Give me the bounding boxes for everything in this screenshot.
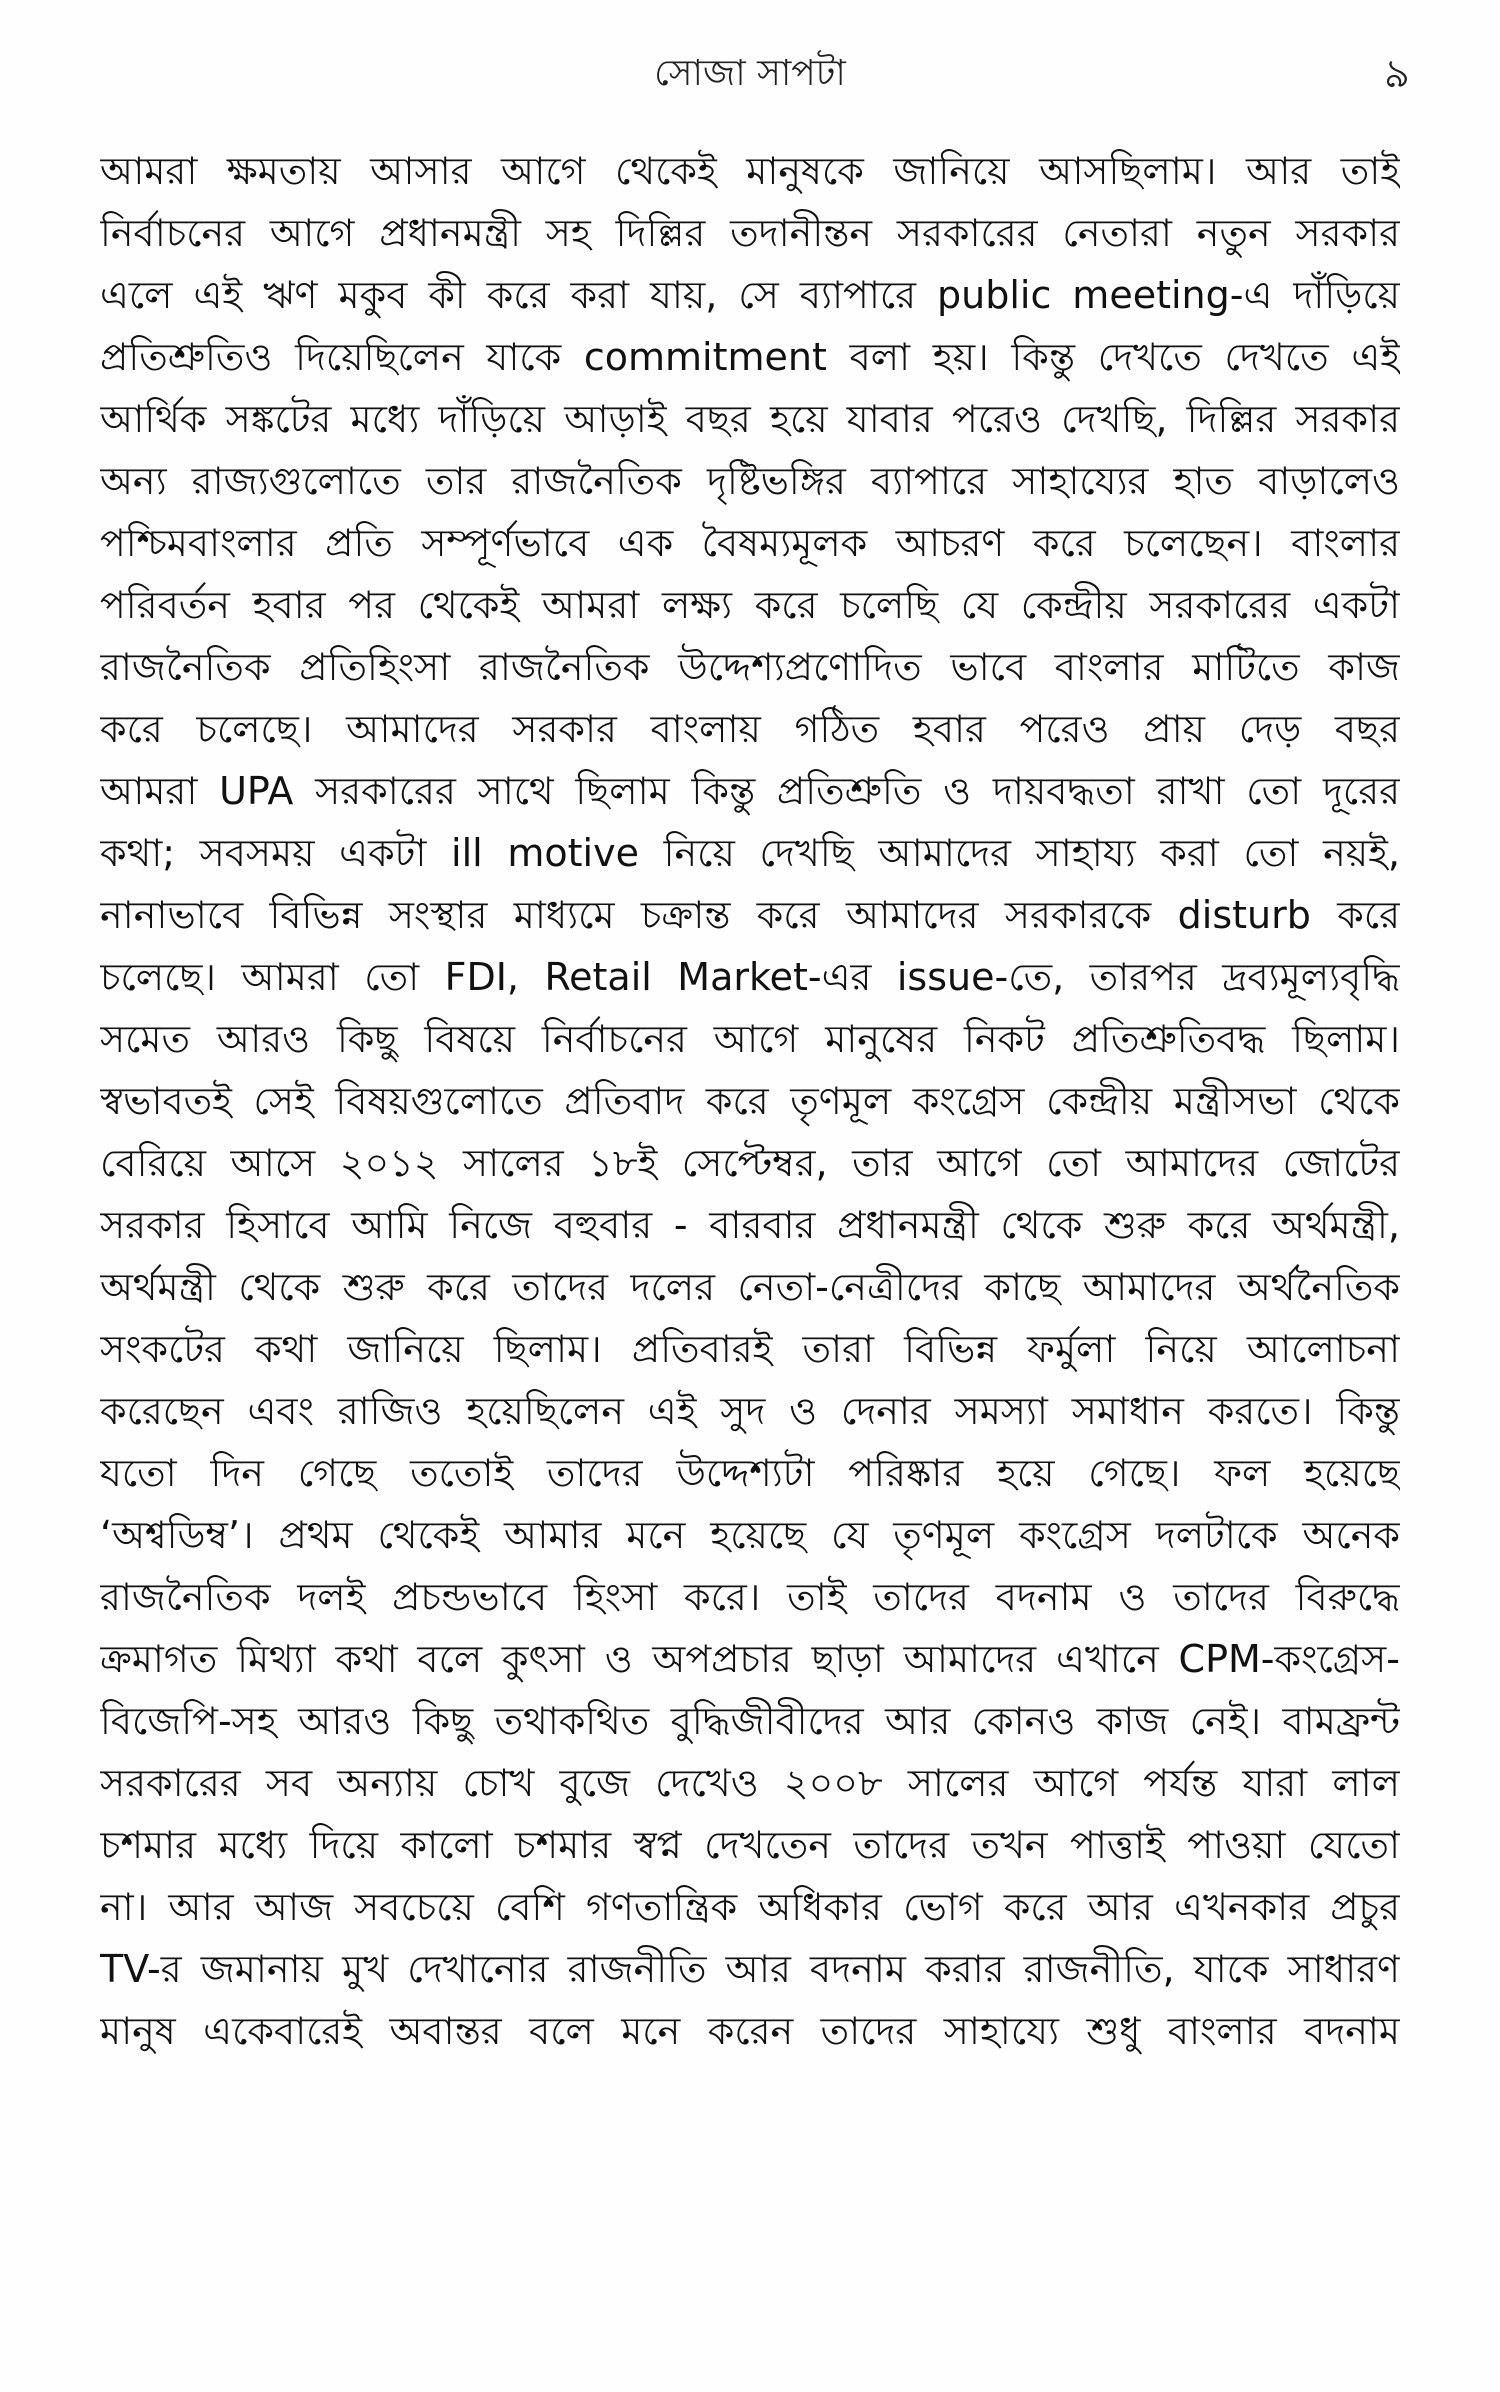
running-header [0,44,1500,104]
text-line: চলেছে। আমরা তো FDI, Retail Market-এর issue-তে, তারপর দ্রব্যমূল্যবৃদ্ধি [100,955,1400,999]
text-line: প্রতিশ্রুতিও দিয়েছিলেন যাকে commitment বলা হয়। কিন্তু দেখতে দেখতে এই [100,335,1400,379]
text-line: নানাভাবে বিভিন্ন সংস্থার মাধ্যমে চক্রান্ত করে আমাদের সরকারকে disturb করে [100,893,1400,937]
text-line: TV-র জমানায় মুখ দেখানোর রাজনীতি আর বদনাম করার রাজনীতি, যাকে সাধারণ [100,1947,1400,1991]
text-line: অন্য রাজ্যগুলোতে তার রাজনৈতিক দৃষ্টিভঙ্গির ব্যাপারে সাহায্যের হাত বাড়ালেও [100,459,1400,503]
text-line: আর্থিক সঙ্কটের মধ্যে দাঁড়িয়ে আড়াই বছর হয়ে যাবার পরেও দেখছি, দিল্লির সরকার [100,397,1400,441]
text-line: ‘অশ্বডিম্ব’। প্রথম থেকেই আমার মনে হয়েছে যে তৃণমূল কংগ্রেস দলটাকে অনেক [100,1513,1400,1557]
text-line: করে চলেছে। আমাদের সরকার বাংলায় গঠিত হবার পরেও প্রায় দেড় বছর [100,707,1400,751]
text-line: বিজেপি-সহ আরও কিছু তথাকথিত বুদ্ধিজীবীদের আর কোনও কাজ নেই। বামফ্রন্ট [100,1699,1400,1743]
text-line: কথা; সবসময় একটা ill motive নিয়ে দেখছি আমাদের সাহায্য করা তো নয়ই, [100,831,1400,875]
text-line: পরিবর্তন হবার পর থেকেই আমরা লক্ষ্য করে চলেছি যে কেন্দ্রীয় সরকারের একটা [100,583,1400,627]
text-line: সংকটের কথা জানিয়ে ছিলাম। প্রতিবারই তারা বিভিন্ন ফর্মুলা নিয়ে আলোচনা [100,1327,1400,1371]
text-line: না। আর আজ সবচেয়ে বেশি গণতান্ত্রিক অধিকার ভোগ করে আর এখনকার প্রচুর [100,1885,1400,1929]
body-paragraph [100,140,1400,2062]
text-line: সরকারের সব অন্যায় চোখ বুজে দেখেও ২০০৮ সালের আগে পর্যন্ত যারা লাল [100,1761,1400,1805]
text-line: স্বভাবতই সেই বিষয়গুলোতে প্রতিবাদ করে তৃণমূল কংগ্রেস কেন্দ্রীয় মন্ত্রীসভা থেকে [100,1079,1400,1123]
text-line: আমরা UPA সরকারের সাথে ছিলাম কিন্তু প্রতিশ্রুতি ও দায়বদ্ধতা রাখা তো দূরের [100,769,1400,813]
text-line: বেরিয়ে আসে ২০১২ সালের ১৮ই সেপ্টেম্বর, তার আগে তো আমাদের জোটের [100,1141,1400,1185]
text-line: সমেত আরও কিছু বিষয়ে নির্বাচনের আগে মানুষের নিকট প্রতিশ্রুতিবদ্ধ ছিলাম। [100,1017,1400,1061]
text-line: ক্রমাগত মিথ্যা কথা বলে কুৎসা ও অপপ্রচার ছাড়া আমাদের এখানে CPM-কংগ্রেস- [100,1637,1400,1681]
text-line: চশমার মধ্যে দিয়ে কালো চশমার স্বপ্ন দেখতেন তাদের তখন পাত্তাই পাওয়া যেতো [100,1823,1400,1867]
text-line: রাজনৈতিক প্রতিহিংসা রাজনৈতিক উদ্দেশ্যপ্রণোদিত ভাবে বাংলার মাটিতে কাজ [100,645,1400,689]
page-number: ৯ [1384,51,1410,97]
text-line: নির্বাচনের আগে প্রধানমন্ত্রী সহ দিল্লির তদানীন্তন সরকারের নেতারা নতুন সরকার [100,211,1400,255]
text-line: পশ্চিমবাংলার প্রতি সম্পূর্ণভাবে এক বৈষম্যমূলক আচরণ করে চলেছেন। বাংলার [100,521,1400,565]
text-line: মানুষ একেবারেই অবান্তর বলে মনে করেন তাদের সাহায্যে শুধু বাংলার বদনাম [100,2009,1400,2053]
running-title: সোজা সাপটা [654,53,846,94]
text-line: অর্থমন্ত্রী থেকে শুরু করে তাদের দলের নেতা-নেত্রীদের কাছে আমাদের অর্থনৈতিক [100,1265,1400,1309]
text-line: আমরা ক্ষমতায় আসার আগে থেকেই মানুষকে জানিয়ে আসছিলাম। আর তাই [100,149,1400,193]
text-line: যতো দিন গেছে ততোই তাদের উদ্দেশ্যটা পরিষ্কার হয়ে গেছে। ফল হয়েছে [100,1451,1400,1495]
text-line: করেছেন এবং রাজিও হয়েছিলেন এই সুদ ও দেনার সমস্যা সমাধান করতে। কিন্তু [100,1389,1400,1433]
text-line: এলে এই ঋণ মকুব কী করে করা যায়, সে ব্যাপারে public meeting-এ দাঁড়িয়ে [100,273,1400,317]
text-line: রাজনৈতিক দলই প্রচন্ডভাবে হিংসা করে। তাই তাদের বদনাম ও তাদের বিরুদ্ধে [100,1575,1400,1619]
text-line: সরকার হিসাবে আমি নিজে বহুবার - বারবার প্রধানমন্ত্রী থেকে শুরু করে অর্থমন্ত্রী, [100,1203,1400,1247]
